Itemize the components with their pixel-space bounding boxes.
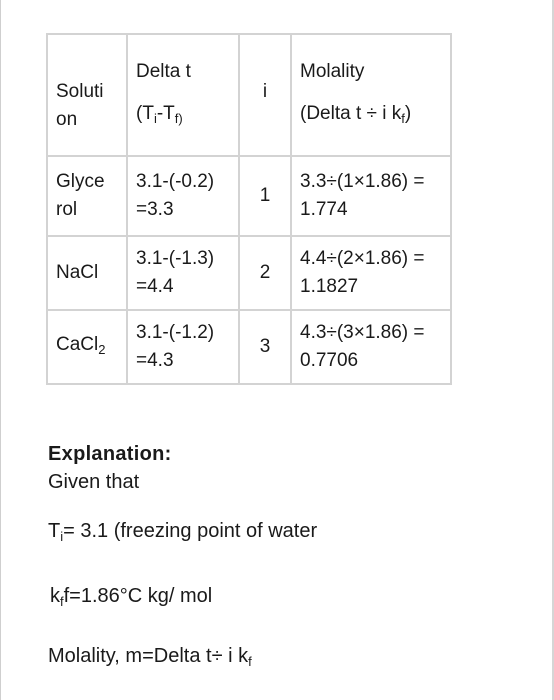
data-table (46, 33, 452, 385)
cell-delta-line1: 3.1-(-1.3) (136, 248, 215, 269)
cell-delta-t (127, 156, 239, 236)
cell-solution (47, 310, 127, 384)
cell-delta-line1: 3.1-(-0.2) (136, 171, 215, 192)
table-row-nacl (47, 236, 451, 310)
header-i-label: i (262, 81, 268, 102)
cell-delta-line2: =4.4 (136, 276, 174, 297)
cell-solution-subscript: 2 (98, 341, 106, 357)
cell-delta-line2: =3.3 (136, 199, 174, 220)
header-molality-formula (300, 100, 450, 133)
explanation-kf-line (50, 585, 212, 609)
cell-molality-line2: 0.7706 (300, 350, 359, 371)
cell-molality-line2: 1.774 (300, 199, 348, 220)
cell-solution-base: CaCl (56, 333, 99, 355)
ti-subscript: i (60, 529, 64, 544)
header-delta-t-sub-f: f) (174, 110, 183, 126)
cell-i-value: 1 (259, 185, 271, 206)
header-delta-t-formula-part1: (T (136, 102, 154, 124)
kf-symbol: k (50, 585, 60, 607)
kf-value: f=1.86°C kg/ mol (63, 585, 213, 607)
header-delta-t-formula (136, 100, 238, 133)
cell-i (239, 236, 291, 310)
cell-molality-line1: 4.4÷(2×1.86) = (300, 248, 425, 269)
explanation-title: Explanation: (48, 443, 172, 465)
cell-delta-line1: 3.1-(-1.2) (136, 322, 215, 343)
cell-solution (47, 236, 127, 310)
header-delta-t-formula-part2: -T (156, 102, 175, 124)
explanation-molality-line (48, 645, 252, 669)
header-molality-sub-f: f (401, 110, 405, 126)
cell-solution-value: NaCl (56, 262, 99, 283)
cell-molality (291, 236, 451, 310)
explanation-given: Given that (48, 471, 140, 493)
ti-value: = 3.1 (freezing point of water (63, 520, 318, 542)
explanation-ti-line (48, 520, 317, 544)
header-molality-formula-part1: (Delta t ÷ i k (300, 102, 402, 124)
table-header-row (47, 34, 451, 156)
cell-molality-line1: 3.3÷(1×1.86) = (300, 171, 425, 192)
header-molality-formula-part2: ) (404, 102, 412, 124)
cell-delta-line2: =4.3 (136, 350, 174, 371)
header-delta-t-label: Delta t (136, 60, 191, 82)
molality-formula-text: Molality, m=Delta t÷ i k (48, 645, 249, 667)
left-edge-line (0, 0, 1, 700)
molality-formula-subscript: f (248, 654, 252, 669)
ti-symbol: T (48, 520, 61, 542)
cell-solution-line1: Glyce (56, 171, 105, 192)
table-row-cacl2 (47, 310, 451, 384)
header-delta-t (127, 34, 239, 156)
header-i (239, 34, 291, 156)
cell-i (239, 310, 291, 384)
cell-i-value: 3 (259, 336, 271, 357)
cell-delta-t (127, 236, 239, 310)
header-molality-label: Molality (300, 60, 365, 82)
cell-delta-t (127, 310, 239, 384)
header-solution (47, 34, 127, 156)
header-solution-line2: on (56, 109, 78, 130)
cell-molality (291, 156, 451, 236)
table-row-glycerol (47, 156, 451, 236)
cell-i-value: 2 (259, 262, 271, 283)
cell-molality-line1: 4.3÷(3×1.86) = (300, 322, 425, 343)
cell-molality (291, 310, 451, 384)
cell-solution-value (56, 331, 126, 364)
kf-subscript: f (60, 594, 64, 609)
header-solution-line1: Soluti (56, 81, 104, 102)
cell-molality-line2: 1.1827 (300, 276, 359, 297)
cell-solution-line2: rol (56, 199, 78, 220)
cell-i (239, 156, 291, 236)
header-molality (291, 34, 451, 156)
cell-solution (47, 156, 127, 236)
header-delta-t-sub-i: i (153, 110, 157, 126)
